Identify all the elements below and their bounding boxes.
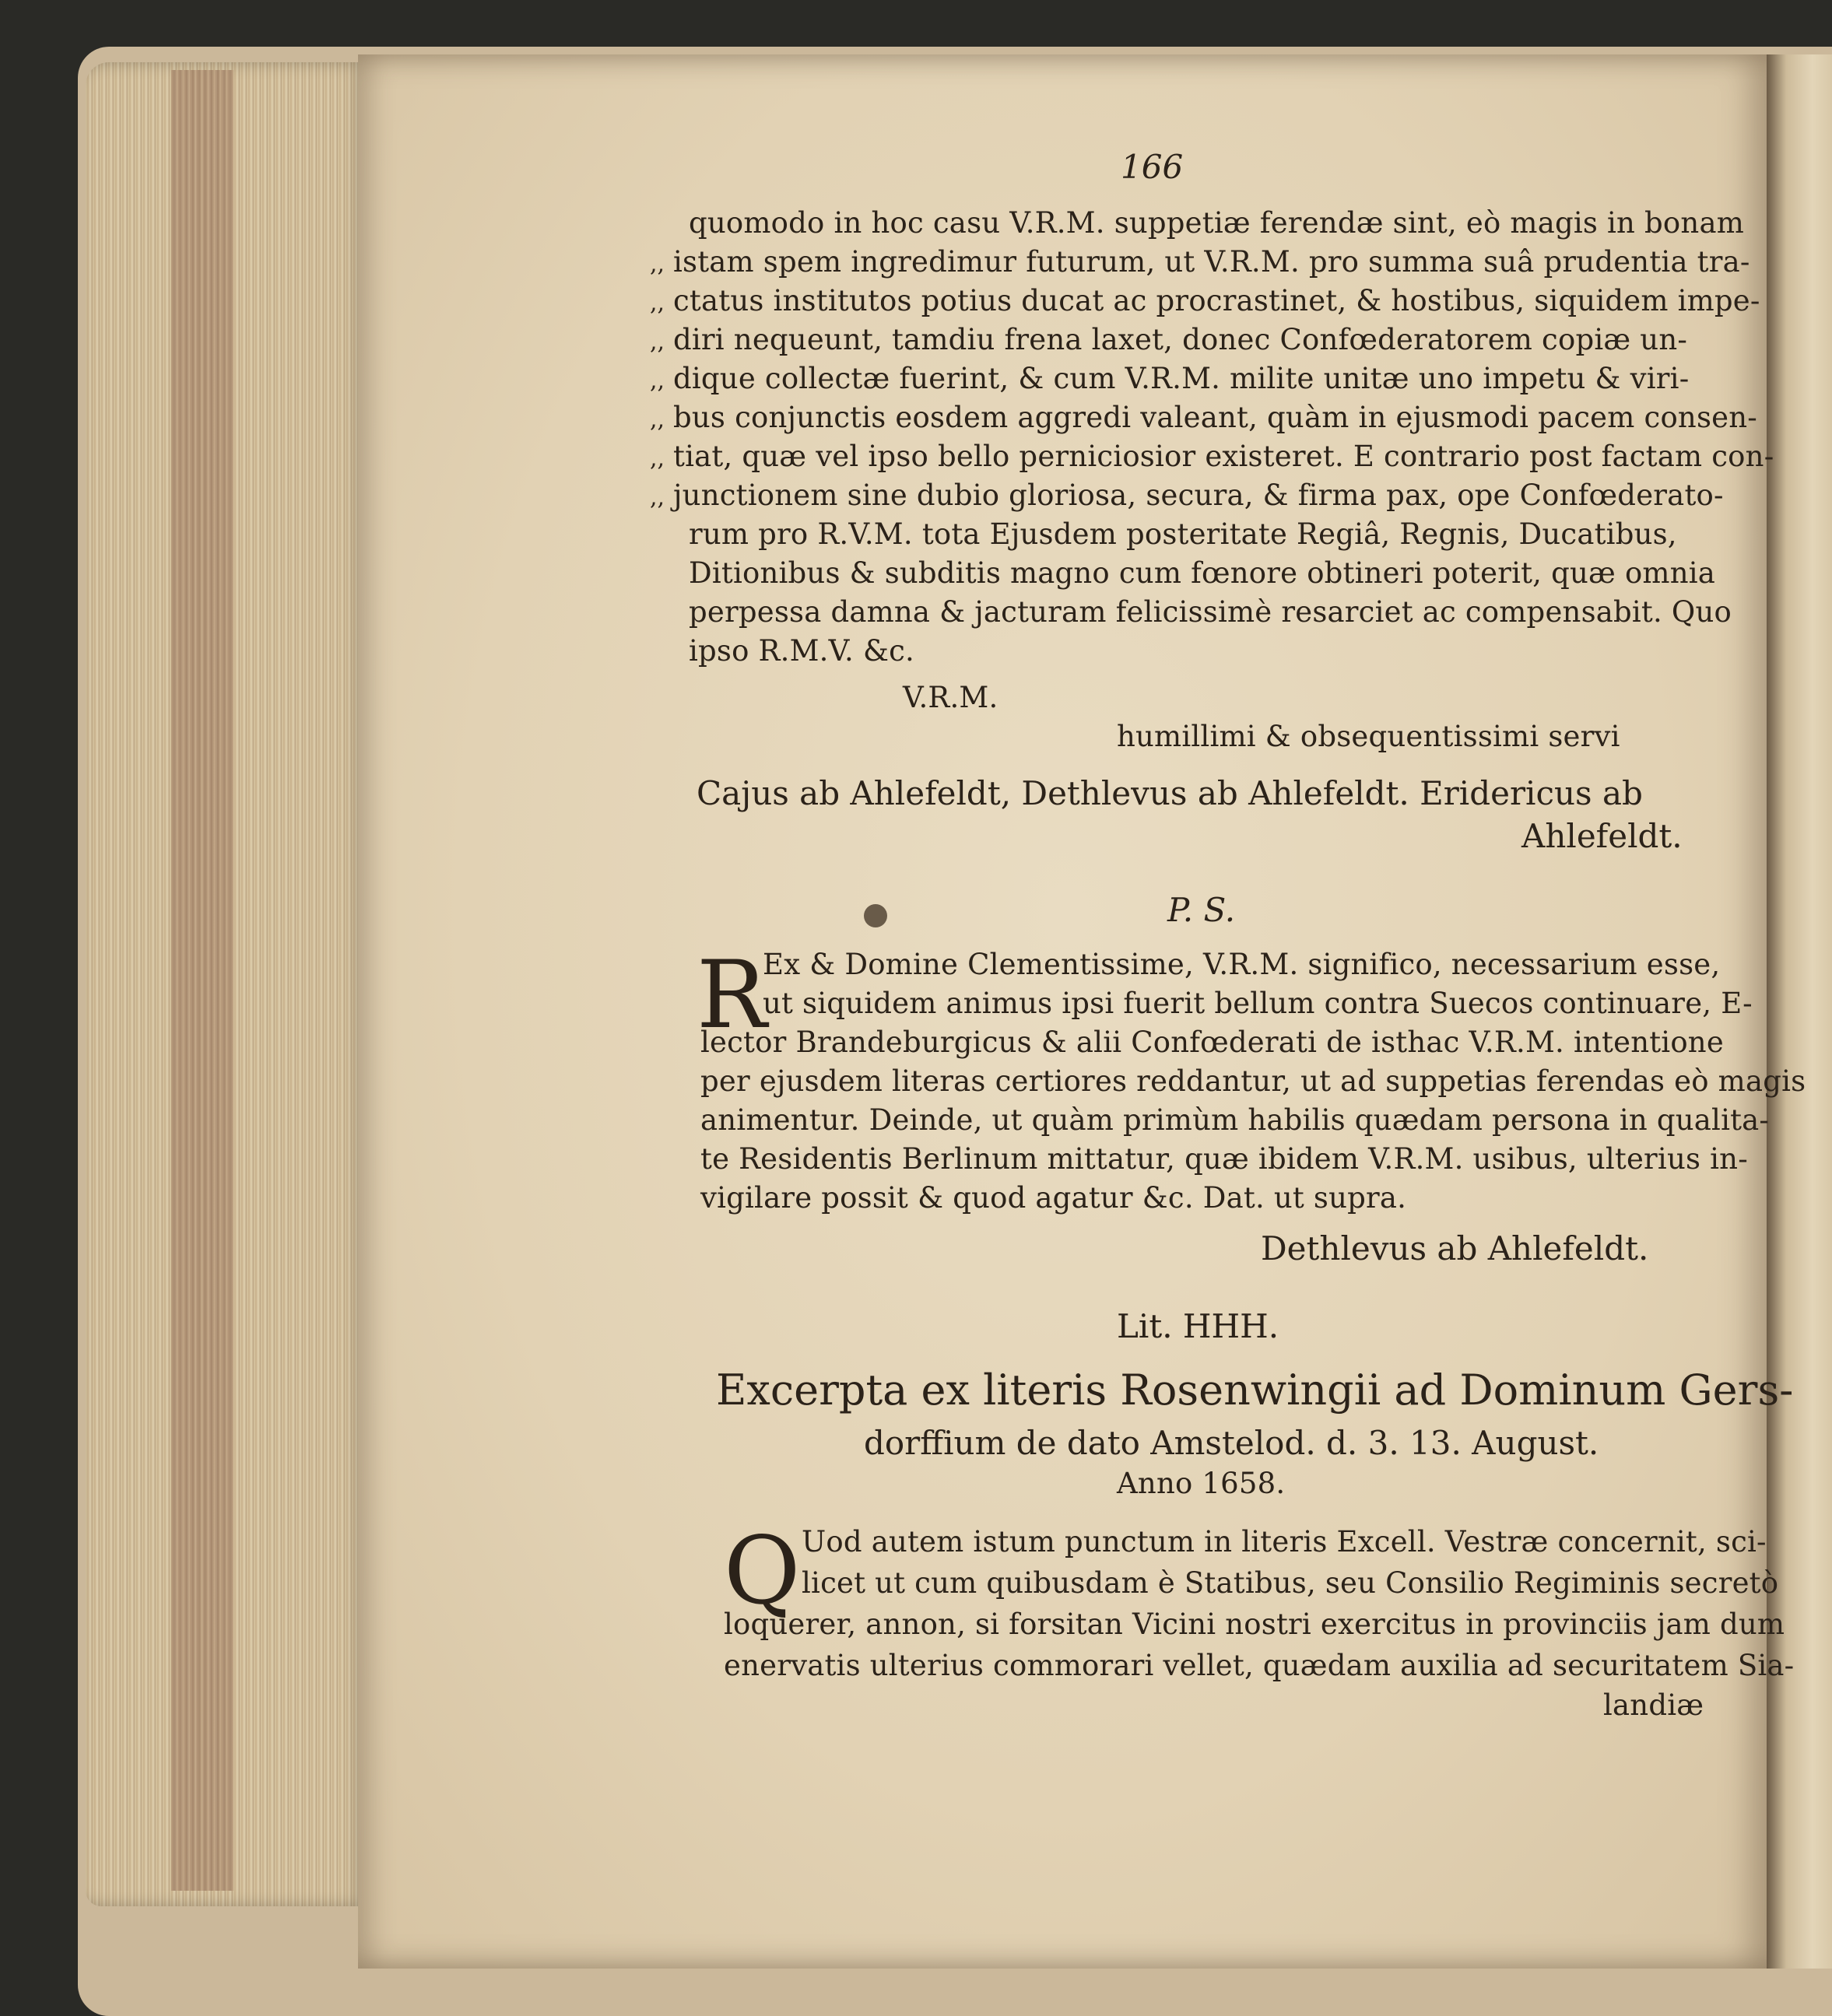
section-date: Anno 1658. [1117,1467,1286,1500]
postscript-line: te Residentis Berlinum mittatur, quæ ibidem V.R.M. usibus, ulterius in- [700,1142,1748,1176]
ink-stain [864,904,887,927]
postscript-heading: P. S. [1167,891,1236,929]
letter-line: diri nequeunt, tamdiu frena laxet, donec Confœderatorem copiæ un- [673,323,1688,356]
signatories-continued: Ahlefeldt. [1521,817,1683,855]
postscript-signature: Dethlevus ab Ahlefeldt. [1261,1229,1649,1267]
quote-mark: ,, [650,328,665,356]
postscript-line: per ejusdem literas certiores reddantur, ut ad suppetias ferendas eò magis [700,1064,1806,1098]
letter-line: quomodo in hoc casu V.R.M. suppetiæ ferendæ sint, eò magis in bonam [689,206,1744,240]
quote-mark: ,, [650,289,665,317]
salutation: V.R.M. [903,681,998,714]
page-number: 166 [1121,148,1184,186]
postscript-line: animentur. Deinde, ut quàm primùm habilis quædam persona in qualita- [700,1103,1770,1137]
section-label: Lit. HHH. [1117,1307,1279,1345]
postscript-dropcap: R [697,941,767,1050]
postscript-line: lector Brandeburgicus & alii Confœderati de isthac V.R.M. intentione [700,1026,1724,1059]
letter-line: rum pro R.V.M. tota Ejusdem posteritate Regiâ, Regnis, Ducatibus, [689,517,1677,551]
section-line: Uod autem istum punctum in literis Excell. Vestræ concernit, sci- [802,1525,1767,1558]
section-title: Excerpta ex literis Rosenwingii ad Dominum Gers- [716,1366,1794,1415]
postscript-line: Ex & Domine Clementissime, V.R.M. significo, necessarium esse, [763,948,1721,981]
quote-mark: ,, [650,251,665,278]
letter-line: bus conjunctis eosdem aggredi valeant, quàm in ejusmodi pacem consen- [673,401,1757,434]
subscription: humillimi & obsequentissimi servi [1117,720,1620,753]
letter-line: tiat, quæ vel ipso bello perniciosior existeret. E contrario post factam con- [673,440,1774,473]
section-title-continued: dorffium de dato Amstelod. d. 3. 13. August. [864,1424,1599,1462]
section-line: loquerer, annon, si forsitan Vicini nostri exercitus in provinciis jam dum [724,1608,1785,1641]
quote-mark: ,, [650,406,665,433]
catchword: landiæ [1603,1688,1704,1722]
quote-mark: ,, [650,367,665,394]
quote-mark: ,, [650,445,665,472]
letter-line: Ditionibus & subditis magno cum fœnore obtineri poterit, quæ omnia [689,556,1716,590]
section-dropcap: Q [724,1517,801,1625]
signatories: Cajus ab Ahlefeldt, Dethlevus ab Ahlefeldt. Eridericus ab [697,774,1643,812]
section-line: licet ut cum quibusdam è Statibus, seu Consilio Regiminis secretò [802,1566,1779,1600]
letter-line: ctatus institutos potius ducat ac procrastinet, & hostibus, siquidem impe- [673,284,1760,317]
letter-line: junctionem sine dubio gloriosa, secura, & firma pax, ope Confœderato- [673,479,1724,512]
page-edge-shadow [171,70,233,1891]
postscript-line: vigilare possit & quod agatur &c. Dat. ut supra. [700,1181,1407,1215]
letter-line: ipso R.M.V. &c. [689,634,915,668]
letter-line: dique collectæ fuerint, & cum V.R.M. milite unitæ uno impetu & viri- [673,362,1690,395]
quote-mark: ,, [650,484,665,511]
letter-line: perpessa damna & jacturam felicissimè resarciet ac compensabit. Quo [689,595,1732,629]
postscript-line: ut siquidem animus ipsi fuerit bellum contra Suecos continuare, E- [763,987,1753,1020]
letter-line: istam spem ingredimur futurum, ut V.R.M. pro summa suâ prudentia tra- [673,245,1750,279]
section-line: enervatis ulterius commorari vellet, quædam auxilia ad securitatem Sia- [724,1649,1795,1682]
